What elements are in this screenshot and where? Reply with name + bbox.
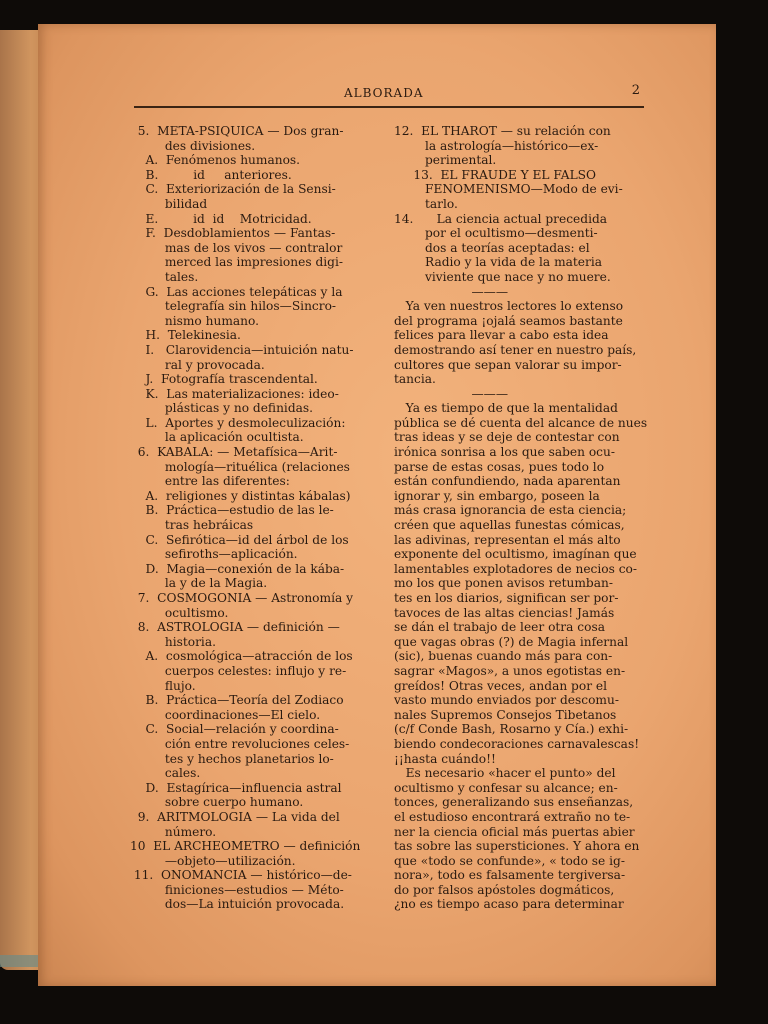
right-column-line: sagrar «Magos», a unos egotistas en- [394,663,626,678]
right-column-line: 12. EL THAROT — su relación con [394,124,611,138]
right-column-line: demostrando así tener en nuestro país, [394,342,637,357]
right-column-line: el estudioso encontrará extraño no te- [394,809,631,824]
left-column-line: B. id anteriores. [130,167,292,182]
left-column-line: B. Práctica—Teoría del Zodiaco [130,693,344,708]
right-column-line: ——— [394,386,509,401]
right-column-line: Radio y la vida de la materia [394,255,602,270]
left-column-line: la aplicación ocultista. [130,430,304,445]
left-column-line: número. [130,824,217,839]
left-column-line: K. Las materializaciones: ideo- [130,386,339,401]
right-column-line: las adivinas, representan el más alto [394,532,621,547]
right-column-line: perimental. [394,153,497,168]
left-column-line: ción entre revoluciones celes- [130,736,350,751]
left-column-line: A. cosmológica—atracción de los [130,649,353,664]
header-rule [134,106,644,108]
left-column-line: C. Exteriorización de la Sensi- [130,182,336,197]
left-column-line: I. Clarovidencia—intuición natu- [130,342,354,357]
left-column-line: mas de los vivos — contralor [130,240,343,255]
right-column-line: tras ideas y se deje de contestar con [394,430,620,445]
right-column-line: cultores que sepan valorar su impor- [394,357,622,372]
right-column-line: ocultismo y confesar su alcance; en- [394,780,618,795]
right-column-line: tas sobre las supersticiones. Y ahora en [394,839,640,854]
right-column-line: tes en los diarios, significan ser por- [394,591,619,605]
left-column-line: telegrafía sin hilos—Sincro- [130,299,337,314]
left-column-line: H. Telekinesia. [130,328,241,343]
running-title: ALBORADA [344,86,424,100]
left-column-line: sobre cuerpo humano. [130,795,304,810]
right-column-line: que «todo se confunde», « todo se ig- [394,853,625,868]
left-column-line: 5. META-PSIQUICA — Dos gran- [130,124,344,138]
left-column-line: cales. [130,766,201,781]
right-column-line: Es necesario «hacer el punto» del [394,766,616,781]
right-column-line: la astrología—histórico—ex- [394,138,599,153]
left-column-line: C. Social—relación y coordina- [130,722,339,737]
left-column-line: D. Magia—conexión de la kába- [130,561,345,576]
right-column-line: felices para llevar a cabo esta idea [394,328,609,343]
left-column-line: plásticas y no definidas. [130,401,314,416]
left-column-line: mología—rituélica (relaciones [130,459,350,474]
right-column-line: lamentables explotadores de necios co- [394,561,638,576]
right-column-line: parse de estas cosas, pues todo lo [394,459,605,474]
right-column-line: greídos! Otras veces, andan por el [394,678,608,693]
page-header [134,83,644,108]
right-column-line: viviente que nace y no muere. [394,269,611,284]
right-column-line: dos a teorías aceptadas: el [394,240,590,255]
left-column-line: tales. [130,269,199,284]
right-column-line: se dán el trabajo de leer otra cosa [394,620,605,635]
right-column-line: 14. La ciencia actual precedida [394,211,608,226]
left-column-line: entre las diferentes: [130,474,290,489]
left-column-line: 10 EL ARCHEOMETRO — definición [130,839,361,854]
left-column-line: A. Fenómenos humanos. [130,153,301,168]
right-column-line: Ya es tiempo de que la mentalidad [394,401,618,416]
left-column-line: B. Práctica—estudio de las le- [130,503,334,518]
left-column-line: 6. KABALA: — Metafísica—Arit- [130,445,338,460]
left-column-line: sefiroths—aplicación. [130,547,298,562]
left-column-line: tes y hechos planetarios lo- [130,751,334,766]
right-column-line: 13. EL FRAUDE Y EL FALSO [394,167,597,182]
right-column-line: tonces, generalizando sus enseñanzas, [394,795,634,810]
magazine-page [38,24,716,986]
right-column [394,124,684,912]
right-column-line: do por falsos apóstoles dogmáticos, [394,882,615,897]
right-column-line: tancia. [394,372,436,387]
right-column-line: créen que aquellas funestas cómicas, [394,518,625,533]
right-column-line: más crasa ignorancia de esta ciencia; [394,503,627,518]
left-column-line: finiciones—estudios — Méto- [130,882,344,897]
right-column-line: ——— [394,284,509,299]
left-column-line: merced las impresiones digi- [130,255,343,270]
right-column-line: que vagas obras (?) de Magia infernal [394,634,629,649]
left-column-line: ral y provocada. [130,357,265,372]
right-column-line: están confundiendo, nada aparentan [394,474,621,489]
left-column-line: J. Fotografía trascendental. [130,372,318,387]
right-column-line: vasto mundo enviados por descomu- [394,693,619,708]
left-column-line: 8. ASTROLOGIA — definición — [130,620,340,635]
left-column-line: des divisiones. [130,138,256,153]
right-column-line: ¿no es tiempo acaso para determinar [394,897,624,912]
left-column-line: L. Aportes y desmoleculización: [130,415,346,430]
right-column-line: ¡¡hasta cuándo!! [394,751,496,766]
page-number: 2 [631,83,640,98]
right-column-line: biendo condecoraciones carnavalescas! [394,736,640,751]
left-column-line: D. Estagírica—influencia astral [130,780,342,795]
left-column [130,124,430,912]
left-column-line: —objeto—utilización. [130,853,296,868]
right-column-line: nales Supremos Consejos Tibetanos [394,707,617,722]
right-column-line: (sic), buenas cuando más para con- [394,649,613,664]
left-column-line: E. id id Motricidad. [130,211,312,226]
left-column-line: A. religiones y distintas kábalas) [130,488,351,503]
right-column-line: exponente del ocultismo, imagínan que [394,547,637,562]
right-column-line: tarlo. [394,196,458,211]
left-column-line: F. Desdoblamientos — Fantas- [130,226,336,241]
left-column-line: historia. [130,634,216,649]
right-column-line: irónica sonrisa a los que saben ocu- [394,445,615,460]
right-column-line: tavoces de las altas ciencias! Jamás [394,605,615,620]
left-column-line: 9. ARITMOLOGIA — La vida del [130,809,340,824]
left-column-line: bilidad [130,196,208,211]
right-column-line: ignorar y, sin embargo, poseen la [394,488,600,503]
right-column-line: pública se dé cuenta del alcance de nues [394,415,648,430]
left-column-line: 7. COSMOGONIA — Astronomía y [130,591,353,605]
left-column-line: nismo humano. [130,313,260,328]
left-column-line: la y de la Magia. [130,576,268,591]
right-column-line: nora», todo es falsamente tergiversa- [394,868,626,883]
left-column-line: tras hebráicas [130,518,254,533]
left-column-line: 11. ONOMANCIA — histórico—de- [130,868,352,883]
left-column-line: G. Las acciones telepáticas y la [130,284,343,299]
right-column-line: FENOMENISMO—Modo de evi- [394,182,623,197]
right-column-line: ner la ciencia oficial más puertas abier [394,824,635,839]
left-column-line: C. Sefirótica—id del árbol de los [130,532,349,547]
right-column-line: del programa ¡ojalá seamos bastante [394,313,623,328]
right-column-line: por el ocultismo—desmenti- [394,226,598,241]
right-column-line: mo los que ponen avisos retumban- [394,576,613,591]
left-column-line: flujo. [130,678,196,693]
right-column-line: Ya ven nuestros lectores lo extenso [394,299,624,314]
left-column-line: coordinaciones—El cielo. [130,707,321,722]
right-column-line: (c/f Conde Bash, Rosarno y Cía.) exhi- [394,722,629,737]
left-column-line: ocultismo. [130,605,229,620]
left-column-line: dos—La intuición provocada. [130,897,345,912]
book-cover-edge [0,955,40,967]
left-column-line: cuerpos celestes: influjo y re- [130,663,347,678]
